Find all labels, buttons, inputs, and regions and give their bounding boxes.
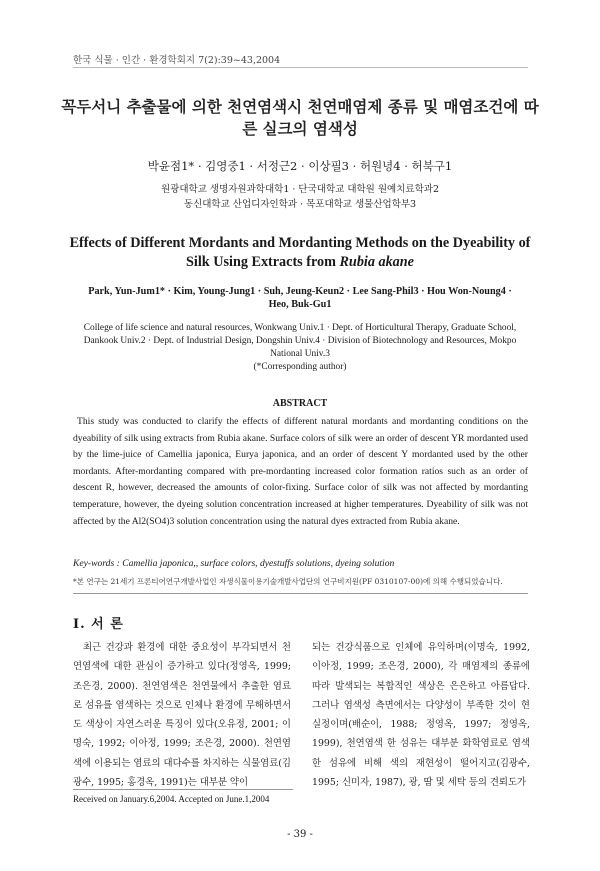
english-affiliations [72,322,528,374]
body-column-left: 최근 건강과 환경에 대한 중요성이 부각되면서 천연염색에 대한 관심이 증가하고 있다(정영옥, 1999; 조은경, 2000). 천연염색은 천연물에서 추출한 염료로 섬유를 염색하는 것으로 인체나 환경에 무해하면서도 색상이 자연스러운 특징이 있다(오유정, 2001; 이명숙, 1992; 이아정, 1999; 조은경, 2000). 천연염색에 이용되는 염료의 대다수를 차지하는 식물염료(김광수, 1995; 홍경옥, 1991)는 대부분 약이 [73,642,291,789]
journal-header: 한국 식물 · 인간 · 환경학회지 7(2):39~43,2004 [73,55,281,66]
section-rule [73,593,528,594]
received-date: Received on January.6,2004. Accepted on June.1,2004 [73,794,270,804]
abstract-text: This study was conducted to clarify the effects of different natural mordants and mordanting conditions on the dyeability of silk using extracts from Rubia akane. Surface colors of silk were an order of descent YR mordanted used by the lime-juice of Camellia japonica, Eurya japonica, and an order of descent Y mordanted used by the other mordants. After-mordanting compared with pre-mordanting increased color formation ratios such as an order of descent R, however, decreased the amounts of color-fixing. Surface color of silk was not affected by mordanting temperature, however, the dyeing solution concentration increased at higher temperatures. Dyeability of silk was not affected by the Al2(SO4)3 solution concentration using the natural dyes extracted from Rubia akane. [73,416,528,527]
keywords-label: Key-words : [73,558,120,569]
keywords [73,558,528,569]
funding-footnote: *본 연구는 21세기 프론티어연구개발사업인 자생식물이용기술개발사업단의 연구비지원(PF 0310107-00)에 의해 수행되었습니다. [73,577,503,586]
english-authors: Park, Yun-Jum1* · Kim, Young-Jung1 · Suh, Jeung-Keun2 · Lee Sang-Phil3 · Hou Won-Noung4 · Heo, Buk-Gu1 [88,286,512,310]
korean-affiliation-line: 원광대학교 생명자원과학대학1 · 단국대학교 대학원 원예치료학과2 [161,184,439,195]
page-number: - 39 - [287,829,313,840]
english-affiliation-text: College of life science and natural resources, Wonkwang Univ.1 · Dept. of Horticultural Therapy, Graduate School, Dankook Univ.2 · Dept. of Industrial Design, Dongshin Univ.4 · Division of Biotechnology and Resources, Mokpo National Univ.3 [83,323,517,359]
footer-rule [73,789,293,790]
abstract-heading: ABSTRACT [272,398,328,409]
korean-title: 꼭두서니 추출물에 의한 천연염색시 천연매염제 종류 및 매염조건에 따른 실크의 염색성 [61,97,539,138]
english-title [60,234,540,272]
english-title-main: Effects of Different Mordants and Mordanting Methods on the Dyeability of Silk Using Extracts from [69,235,531,270]
korean-affiliation-line: 동신대학교 산업디자인학과 · 목포대학교 생물산업학부3 [183,199,417,210]
header-rule [73,67,528,68]
keywords-list: Camellia japonica,, surface colors, dyestuffs solutions, dyeing solution [122,558,395,569]
body-column-right: 되는 건강식품으로 인체에 유익하며(이명숙, 1992, 이아정, 1999; 조은경, 2000), 각 매염제의 종류에 따라 발색되는 복합적인 색상은 은은하고 아름답다. 그러나 염색성 측면에서는 다양성이 부족한 것이 현 실정이며(배순이, 1988; 정영옥, 1997; 정영옥, 1999), 천연염색 한 섬유는 대부분 화학염료로 염색한 섬유에 비해 색의 재현성이 떨어지고(김광수, 1995; 신미자, 1987), 광, 땀 및 세탁 등의 견뢰도가 [312,642,530,789]
english-title-species: Rubia akane [339,254,414,270]
section-title-introduction: Ⅰ. 서 론 [73,617,124,632]
korean-affiliations [60,182,540,212]
korean-authors: 박윤점1* · 김영중1 · 서정근2 · 이상필3 · 허원녕4 · 허북구1 [147,159,453,173]
corresponding-author-note: (*Corresponding author) [253,362,347,372]
